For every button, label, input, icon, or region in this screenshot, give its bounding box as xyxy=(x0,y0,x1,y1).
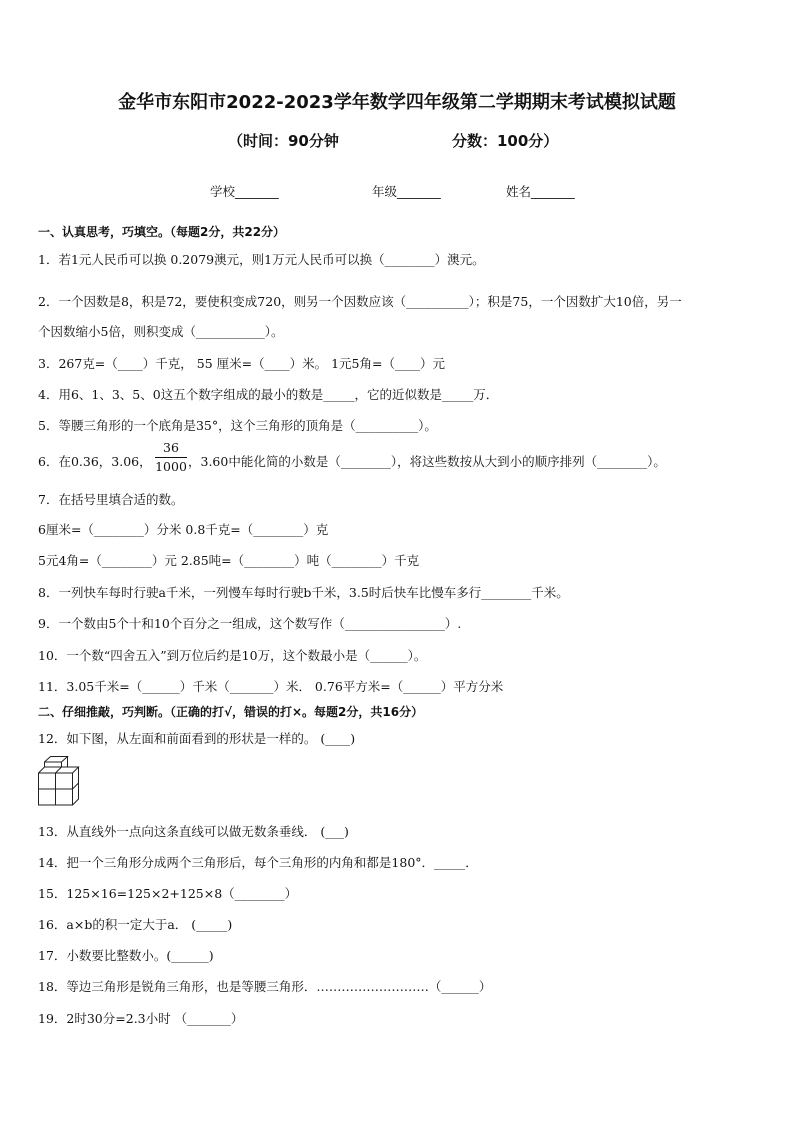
question-4: 4．用6、1、3、5、0这五个数字组成的最小的数是_____，它的近似数是_____万． xyxy=(38,387,499,402)
question-17: 17．小数要比整数小。(______) xyxy=(38,948,214,963)
question-5: 5．等腰三角形的一个底角是35°，这个三角形的顶角是（__________）。 xyxy=(38,418,437,433)
fraction-bar xyxy=(155,457,187,458)
question-7: 7．在括号里填合适的数。 xyxy=(38,492,184,507)
question-7-line-1: 6厘米=（________）分米 0.8千克=（________）克 xyxy=(38,522,329,537)
question-8: 8．一列快车每时行驶a千米，一列慢车每时行驶b千米，3.5时后快车比慢车多行________千米。 xyxy=(38,585,569,600)
question-12: 12．如下图，从左面和前面看到的形状是一样的。 (____) xyxy=(38,731,356,746)
question-19: 19．2时30分=2.3小时 （_______） xyxy=(38,1011,244,1026)
question-16: 16．a×b的积一定大于a． (_____) xyxy=(38,917,233,932)
question-15: 15．125×16=125×2+125×8（________） xyxy=(38,886,298,901)
question-6-end: ，3.60中能化简的小数是（________），将这些数按从大到小的顺序排列（________）。 xyxy=(188,454,666,469)
question-13: 13．从直线外一点向这条直线可以做无数条垂线． (___) xyxy=(38,824,349,839)
question-3: 3．267克=（____）千克， 55 厘米=（____）米。 1元5角=（____）元 xyxy=(38,356,445,371)
exam-time: （时间：90分钟 xyxy=(228,132,339,150)
name-field: 姓名_______ xyxy=(506,184,575,199)
school-field: 学校_______ xyxy=(210,184,279,199)
question-18: 18．等边三角形是锐角三角形，也是等腰三角形．………………………（______） xyxy=(38,979,492,994)
fraction-denominator: 1000 xyxy=(155,459,187,474)
question-2-continued: 个因数缩小5倍，则积变成（___________）。 xyxy=(38,324,284,339)
section-heading-2: 二、仔细推敲，巧判断。（正确的打√，错误的打×。每题2分，共16分） xyxy=(38,705,424,719)
question-9: 9．一个数由5个十和10个百分之一组成，这个数写作（________________）. xyxy=(38,616,462,631)
question-6-start: 6．在0.36，3.06， xyxy=(38,454,152,469)
question-10: 10．一个数“四舍五入”到万位后约是10万，这个数最小是（______）。 xyxy=(38,648,427,663)
fraction-numerator: 36 xyxy=(163,440,179,455)
cube-stack-figure xyxy=(38,756,88,806)
grade-field: 年级_______ xyxy=(372,184,441,199)
fraction xyxy=(155,440,187,475)
section-heading-1: 一、认真思考，巧填空。（每题2分，共22分） xyxy=(38,225,286,239)
exam-score: 分数：100分） xyxy=(452,132,559,150)
question-1: 1．若1元人民币可以换 0.2079澳元，则1万元人民币可以换（________）澳元。 xyxy=(38,252,485,267)
question-14: 14．把一个三角形分成两个三角形后，每个三角形的内角和都是180°．_____． xyxy=(38,855,478,870)
cube-stack-lines xyxy=(39,757,79,806)
question-7-line-2: 5元4角=（________）元 2.85吨=（________）吨（________）千克 xyxy=(38,553,420,568)
question-11: 11．3.05千米=（______）千米（_______）米． 0.76平方米=（______）平方分米 xyxy=(38,679,504,694)
page-title: 金华市东阳市2022-2023学年数学四年级第二学期期末考试模拟试题 xyxy=(118,92,676,113)
question-2: 2．一个因数是8，积是72，要使积变成720，则另一个因数应该（__________）；积是75，一个因数扩大10倍，另一 xyxy=(38,294,682,309)
